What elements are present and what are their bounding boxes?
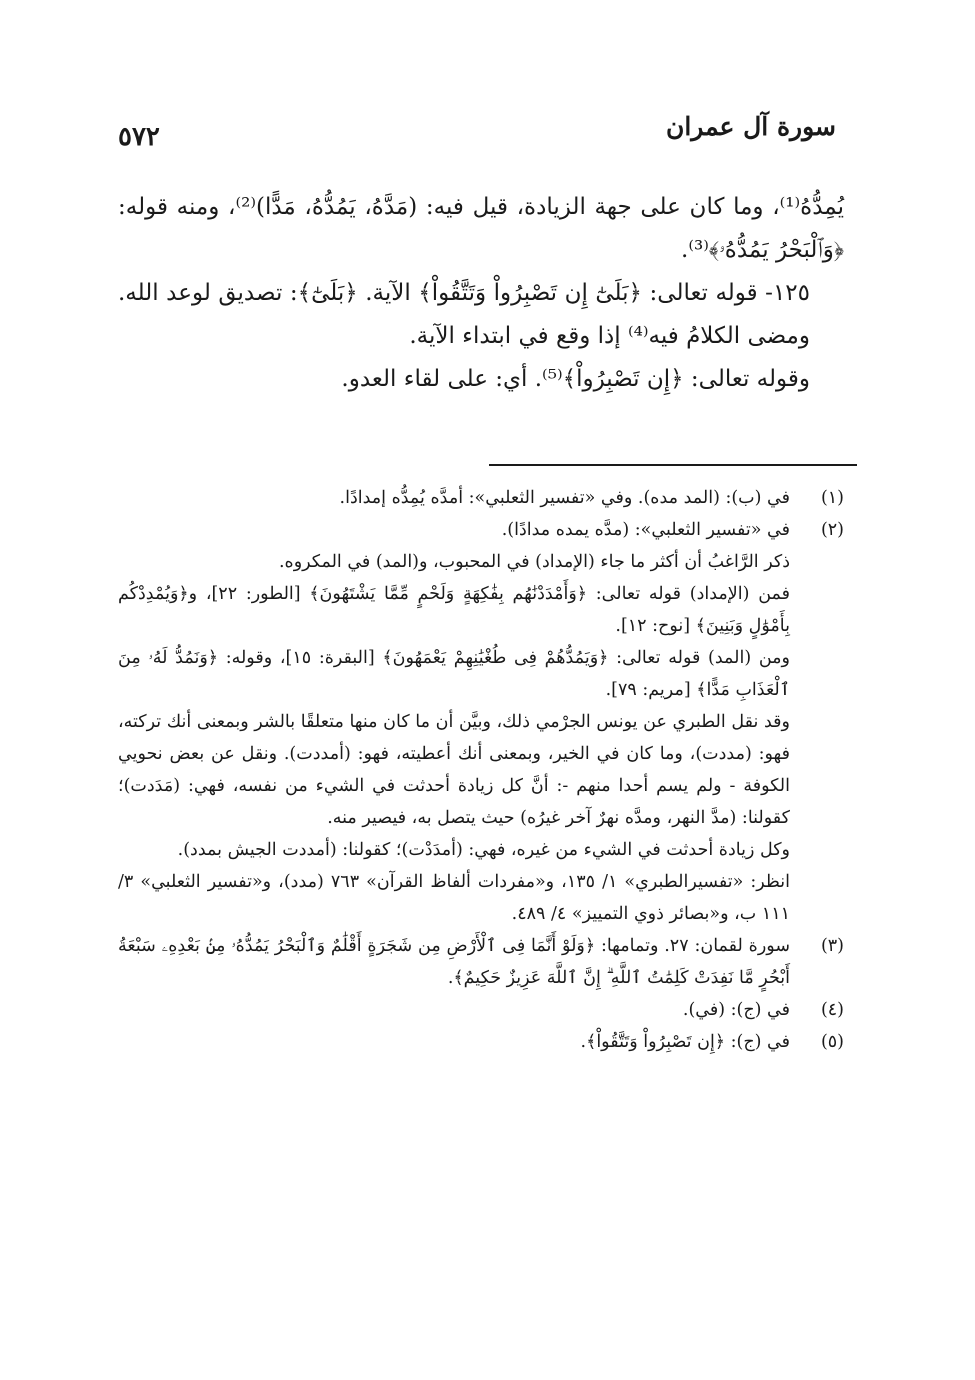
- page-number: ٥٧٢: [118, 122, 160, 152]
- footnote-paragraph: وكل زيادة أحدثت في الشيء من غيره، فهي: (أمدَدْت)؛ كقولنا: (أمددت الجيش بمدد).: [177, 840, 790, 860]
- footnote-body: [118, 1026, 790, 1058]
- footnote-5: [118, 1026, 844, 1058]
- main-paragraph-3: وقوله تعالى: ﴿إِن تَصْبِرُواْ﴾⁽⁵⁾. أي: على لقاء العدو.: [341, 366, 810, 392]
- footnote-paragraph: في (ب): (المد مده). وفي «تفسير الثعلبي»: أمدَّه يُمِدُّه إمدادًا.: [339, 488, 790, 508]
- footnote-2: [118, 514, 844, 930]
- footnote-body: [118, 994, 790, 1026]
- footnote-paragraph: في «تفسير الثعلبي»: (مدَّه يمده مدادًا).: [501, 520, 790, 540]
- footnote-paragraph: في (ج): (في).: [682, 1000, 790, 1020]
- footnote-number: (٢): [820, 520, 844, 540]
- surah-title: سورة آل عمران: [665, 112, 836, 141]
- footnotes: [118, 482, 844, 1058]
- footnote-paragraph: سورة لقمان: ٢٧. وتمامها: ﴿وَلَوْ أَنَّمَا فِى ٱلْأَرْضِ مِن شَجَرَةٍ أَقْلَٰمٌ وَٱلْبَحْرُ يَمُدُّهُۥ مِنۢ بَعْدِهِۦ سَبْعَةُ أَبْحُرٍ مَّا نَفِدَتْ كَلِمَٰتُ ٱللَّهِ ۗ إِنَّ ٱللَّهَ عَزِيزٌ حَكِيمٌ﴾.: [118, 936, 790, 988]
- footnote-body: [118, 514, 790, 930]
- footnote-number: (٥): [820, 1032, 844, 1052]
- footnote-paragraph: ذكر الرَّاغبُ أن أكثر ما جاء (الإمداد) في المحبوب، و(المد) في المكروه.: [278, 552, 790, 572]
- footnote-paragraph: انظر: «تفسيرالطبري» ١/ ١٣٥، و«مفردات ألفاظ القرآن» ٧٦٣ (مدد)، و«تفسير الثعلبي» ٣/ ١١١ ب، و«بصائر ذوي التمييز» ٤/ ٤٨٩.: [118, 872, 790, 924]
- main-paragraph-2: ١٢٥- قوله تعالى: ﴿بَلَىٰٓ إِن تَصْبِرُواْ وَتَتَّقُواْ﴾ الآية. ﴿بَلَىٰٓ﴾: تصديق لوعد الله. ومضى الكلامُ فيه⁽⁴⁾ إذا وقع في ابتداء الآية.: [118, 280, 810, 349]
- footnote-1: [118, 482, 844, 514]
- main-text: [118, 186, 844, 401]
- footnote-number: (٤): [820, 1000, 844, 1020]
- footnote-3: [118, 930, 844, 994]
- main-paragraph-1: يُمِدُّهُ⁽¹⁾، وما كان على جهة الزيادة، قيل فيه: (مَدَّهُ، يَمُدُّهُ، مَدًّا)⁽²⁾، ومنه قوله: ﴿وَٱلْبَحْرُ يَمُدُّهُۥ﴾⁽³⁾.: [118, 194, 844, 263]
- footnote-number: (٣): [820, 936, 844, 956]
- footnote-paragraph: وقد نقل الطبري عن يونس الجرْمي ذلك، وبيَّن أن ما كان منها متعلقًا بالشر وبمعنى أنك تركته، فهو: (مددت)، وما كان في الخير، وبمعنى أنك أعطيته، فهو: (أمددت). ونقل عن بعض نحويي الكوفة - ولم يسم أحدا منهم -: أنَّ كل زيادة أحدثت في الشيء من نفسه، فهي: (مَدَدت)؛ كقولنا: (مدَّ النهر، ومدَّه نهرٌ آخر غيرُه) حيث يتصل به، فيصير منه.: [118, 712, 790, 828]
- page-header: [118, 112, 836, 156]
- footnote-paragraph: في (ج): ﴿إِن تَصْبِرُواْ وَتَتَّقُواْ﴾.: [580, 1032, 790, 1052]
- footnote-paragraph: ومن (المد) قوله تعالى: ﴿وَيَمُدُّهُمْ فِى طُغْيَٰنِهِمْ يَعْمَهُونَ﴾ [البقرة: ١٥]، وقوله: ﴿وَنَمُدُّ لَهُۥ مِنَ ٱلْعَذَابِ مَدًّا﴾ [مريم: ٧٩].: [118, 648, 791, 700]
- footnote-4: [118, 994, 844, 1026]
- footnote-number: (١): [820, 488, 844, 508]
- footnote-body: [118, 930, 790, 994]
- footnote-separator: [489, 464, 857, 466]
- footnote-paragraph: فمن (الإمداد) قوله تعالى: ﴿وَأَمْدَدْنَٰهُم بِفَٰكِهَةٍ وَلَحْمٍ مِّمَّا يَشْتَهُونَ﴾ [الطور: ٢٢]، و﴿وَيُمْدِدْكُم بِأَمْوَٰلٍ وَبَنِينَ﴾ [نوح: ١٢].: [118, 584, 790, 636]
- footnote-body: [118, 482, 790, 514]
